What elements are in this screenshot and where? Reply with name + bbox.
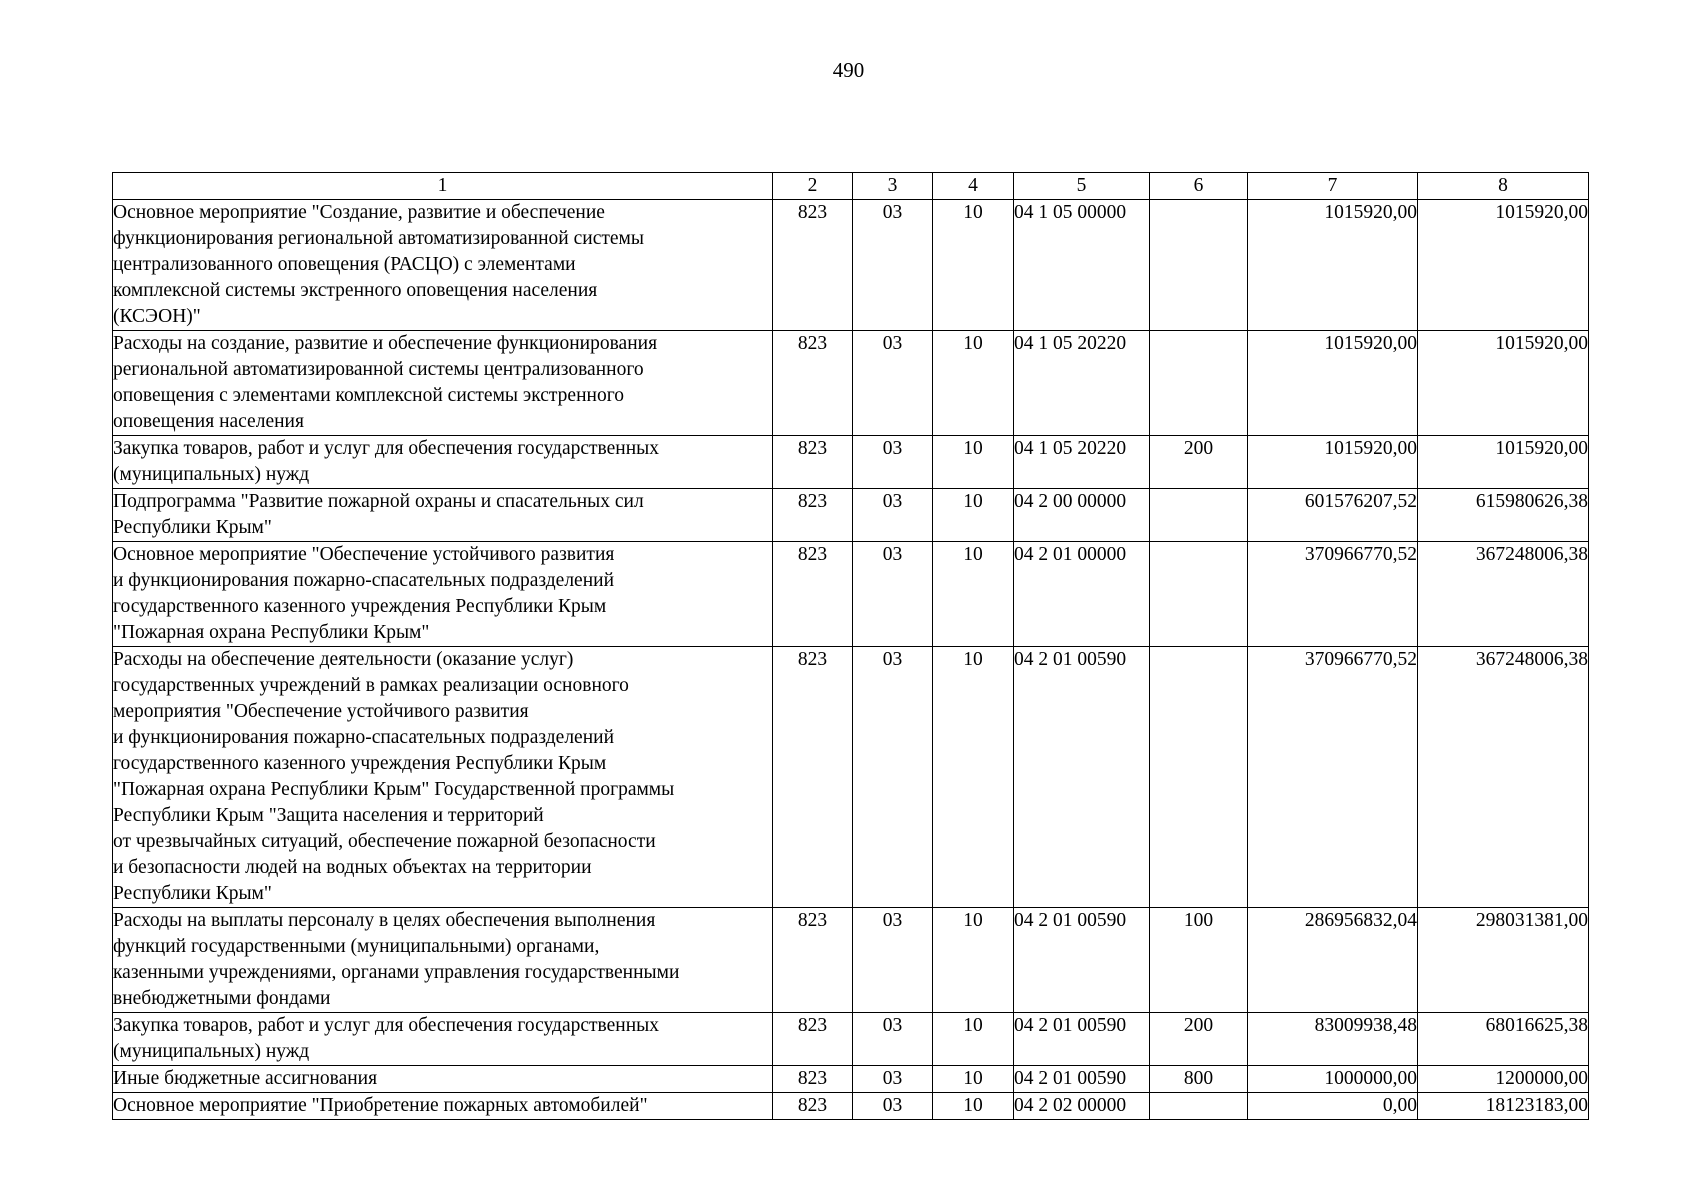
expense-type-code bbox=[1150, 331, 1248, 436]
amount-col-8: 367248006,38 bbox=[1418, 542, 1589, 647]
table-row bbox=[113, 489, 1589, 542]
subsection-code: 10 bbox=[933, 542, 1014, 647]
target-article-code: 04 2 01 00590 bbox=[1014, 1066, 1150, 1093]
subsection-code: 10 bbox=[933, 331, 1014, 436]
row-description: Основное мероприятие "Обеспечение устойчивого развития и функционирования пожарно-спасательных подразделений государственного казенного учреждения Республики Крым "Пожарная охрана Республики Крым" bbox=[113, 542, 773, 647]
section-code: 03 bbox=[853, 908, 933, 1013]
target-article-code: 04 2 01 00590 bbox=[1014, 908, 1150, 1013]
amount-col-7: 1015920,00 bbox=[1248, 331, 1418, 436]
amount-col-8: 615980626,38 bbox=[1418, 489, 1589, 542]
target-article-code: 04 2 00 00000 bbox=[1014, 489, 1150, 542]
budget-table bbox=[112, 172, 1589, 1120]
ministry-code: 823 bbox=[773, 489, 853, 542]
subsection-code: 10 bbox=[933, 647, 1014, 908]
subsection-code: 10 bbox=[933, 1066, 1014, 1093]
page-number: 490 bbox=[832, 58, 865, 82]
amount-col-7: 601576207,52 bbox=[1248, 489, 1418, 542]
header-col-3: 3 bbox=[853, 173, 933, 200]
amount-col-7: 286956832,04 bbox=[1248, 908, 1418, 1013]
section-code: 03 bbox=[853, 331, 933, 436]
ministry-code: 823 bbox=[773, 1066, 853, 1093]
expense-type-code bbox=[1150, 542, 1248, 647]
row-description: Основное мероприятие "Создание, развитие и обеспечение функционирования региональной автоматизированной системы централизованного оповещения (РАСЦО) с элементами комплексной системы экстренного оповещения населения (КСЭОН)" bbox=[113, 200, 773, 331]
table-row bbox=[113, 1066, 1589, 1093]
section-code: 03 bbox=[853, 1093, 933, 1120]
row-description: Расходы на обеспечение деятельности (оказание услуг) государственных учреждений в рамках реализации основного мероприятия "Обеспечение устойчивого развития и функционирования пожарно-спасательных подразделений государственного казенного учреждения Республики Крым "Пожарная охрана Республики Крым" Государственной программы Республики Крым "Защита населения и территорий от чрезвычайных ситуаций, обеспечение пожарной безопасности и безопасности людей на водных объектах на территории Республики Крым" bbox=[113, 647, 773, 908]
target-article-code: 04 2 01 00590 bbox=[1014, 647, 1150, 908]
section-code: 03 bbox=[853, 489, 933, 542]
subsection-code: 10 bbox=[933, 1013, 1014, 1066]
subsection-code: 10 bbox=[933, 200, 1014, 331]
expense-type-code bbox=[1150, 1093, 1248, 1120]
header-col-2: 2 bbox=[773, 173, 853, 200]
amount-col-8: 1015920,00 bbox=[1418, 331, 1589, 436]
subsection-code: 10 bbox=[933, 436, 1014, 489]
ministry-code: 823 bbox=[773, 436, 853, 489]
amount-col-7: 1015920,00 bbox=[1248, 200, 1418, 331]
section-code: 03 bbox=[853, 200, 933, 331]
header-col-7: 7 bbox=[1248, 173, 1418, 200]
amount-col-7: 83009938,48 bbox=[1248, 1013, 1418, 1066]
ministry-code: 823 bbox=[773, 331, 853, 436]
table-row bbox=[113, 200, 1589, 331]
amount-col-8: 1200000,00 bbox=[1418, 1066, 1589, 1093]
amount-col-7: 370966770,52 bbox=[1248, 542, 1418, 647]
target-article-code: 04 1 05 00000 bbox=[1014, 200, 1150, 331]
row-description: Основное мероприятие "Приобретение пожарных автомобилей" bbox=[113, 1093, 773, 1120]
amount-col-8: 1015920,00 bbox=[1418, 436, 1589, 489]
header-col-5: 5 bbox=[1014, 173, 1150, 200]
table-row bbox=[113, 647, 1589, 908]
expense-type-code: 800 bbox=[1150, 1066, 1248, 1093]
expense-type-code bbox=[1150, 200, 1248, 331]
row-description: Подпрограмма "Развитие пожарной охраны и спасательных сил Республики Крым" bbox=[113, 489, 773, 542]
header-row bbox=[113, 173, 1589, 200]
section-code: 03 bbox=[853, 542, 933, 647]
ministry-code: 823 bbox=[773, 542, 853, 647]
row-description: Закупка товаров, работ и услуг для обеспечения государственных (муниципальных) нужд bbox=[113, 436, 773, 489]
target-article-code: 04 2 02 00000 bbox=[1014, 1093, 1150, 1120]
subsection-code: 10 bbox=[933, 908, 1014, 1013]
expense-type-code bbox=[1150, 489, 1248, 542]
section-code: 03 bbox=[853, 436, 933, 489]
amount-col-8: 18123183,00 bbox=[1418, 1093, 1589, 1120]
table-row bbox=[113, 331, 1589, 436]
table-row bbox=[113, 1093, 1589, 1120]
header-col-4: 4 bbox=[933, 173, 1014, 200]
ministry-code: 823 bbox=[773, 1093, 853, 1120]
subsection-code: 10 bbox=[933, 489, 1014, 542]
header-col-1: 1 bbox=[113, 173, 773, 200]
table-row bbox=[113, 542, 1589, 647]
amount-col-8: 68016625,38 bbox=[1418, 1013, 1589, 1066]
ministry-code: 823 bbox=[773, 200, 853, 331]
amount-col-7: 0,00 bbox=[1248, 1093, 1418, 1120]
table-row bbox=[113, 908, 1589, 1013]
row-description: Расходы на создание, развитие и обеспечение функционирования региональной автоматизированной системы централизованного оповещения с элементами комплексной системы экстренного оповещения населения bbox=[113, 331, 773, 436]
target-article-code: 04 1 05 20220 bbox=[1014, 331, 1150, 436]
expense-type-code: 200 bbox=[1150, 436, 1248, 489]
expense-type-code: 100 bbox=[1150, 908, 1248, 1013]
amount-col-7: 1015920,00 bbox=[1248, 436, 1418, 489]
expense-type-code: 200 bbox=[1150, 1013, 1248, 1066]
row-description: Иные бюджетные ассигнования bbox=[113, 1066, 773, 1093]
expense-type-code bbox=[1150, 647, 1248, 908]
target-article-code: 04 2 01 00590 bbox=[1014, 1013, 1150, 1066]
row-description: Расходы на выплаты персоналу в целях обеспечения выполнения функций государственными (муниципальными) органами, казенными учреждениями, органами управления государственными внебюджетными фондами bbox=[113, 908, 773, 1013]
table-row bbox=[113, 436, 1589, 489]
header-col-8: 8 bbox=[1418, 173, 1589, 200]
amount-col-7: 1000000,00 bbox=[1248, 1066, 1418, 1093]
ministry-code: 823 bbox=[773, 647, 853, 908]
subsection-code: 10 bbox=[933, 1093, 1014, 1120]
row-description: Закупка товаров, работ и услуг для обеспечения государственных (муниципальных) нужд bbox=[113, 1013, 773, 1066]
header-col-6: 6 bbox=[1150, 173, 1248, 200]
table-row bbox=[113, 1013, 1589, 1066]
target-article-code: 04 1 05 20220 bbox=[1014, 436, 1150, 489]
amount-col-8: 1015920,00 bbox=[1418, 200, 1589, 331]
section-code: 03 bbox=[853, 1013, 933, 1066]
target-article-code: 04 2 01 00000 bbox=[1014, 542, 1150, 647]
section-code: 03 bbox=[853, 647, 933, 908]
amount-col-8: 298031381,00 bbox=[1418, 908, 1589, 1013]
ministry-code: 823 bbox=[773, 1013, 853, 1066]
section-code: 03 bbox=[853, 1066, 933, 1093]
ministry-code: 823 bbox=[773, 908, 853, 1013]
amount-col-7: 370966770,52 bbox=[1248, 647, 1418, 908]
amount-col-8: 367248006,38 bbox=[1418, 647, 1589, 908]
